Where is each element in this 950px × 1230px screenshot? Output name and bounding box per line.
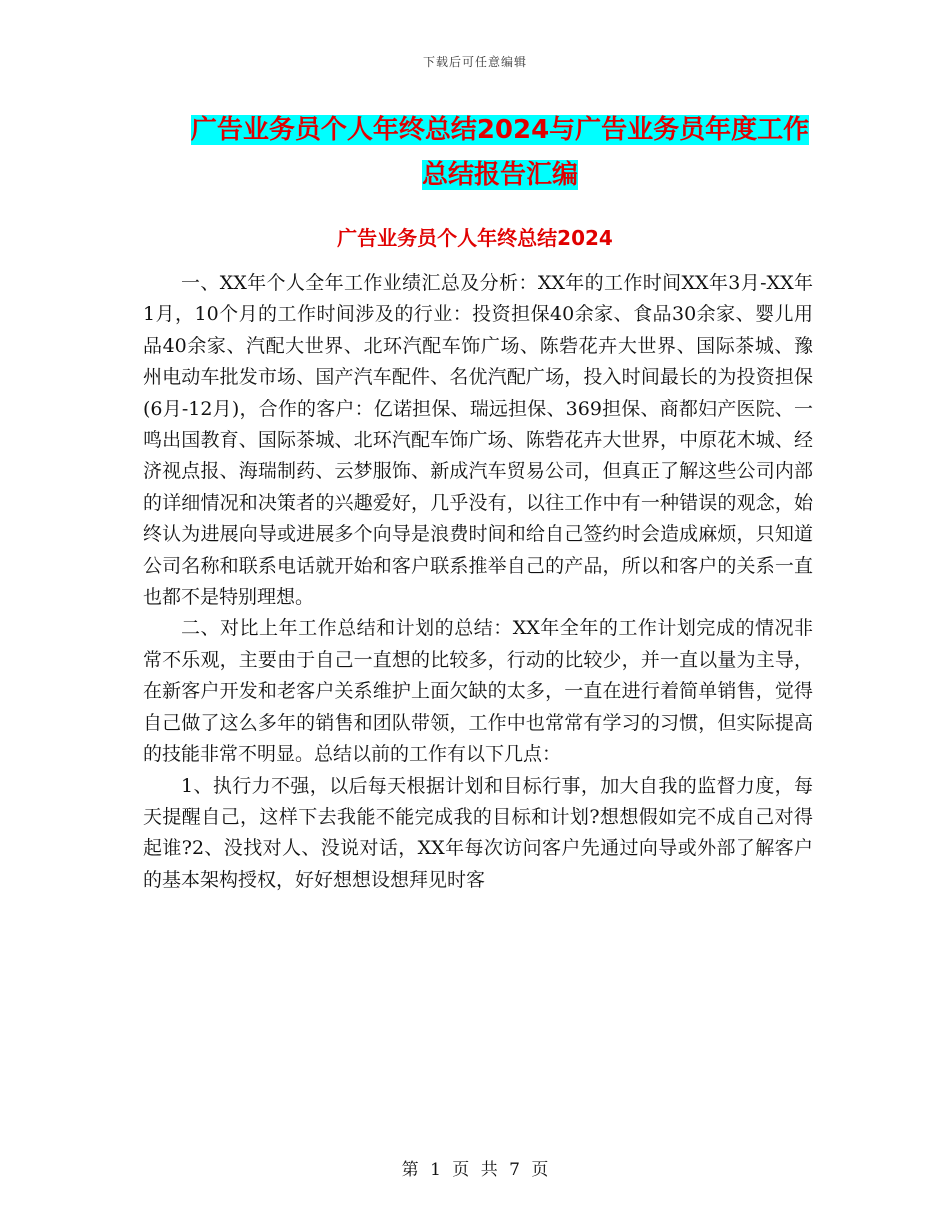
paragraph: 一、XX年个人全年工作业绩汇总及分析：XX年的工作时间XX年3月-XX年1月，10个月的工作时间涉及的行业：投资担保40余家、食品30余家、婴儿用品40余家、汽配大世界、北环汽配车饰广场、陈砦花卉大世界、国际茶城、豫州电动车批发市场、国产汽车配件、名优汽配广场，投入时间最长的为投资担保(6月-12月)，合作的客户：亿诺担保、瑞远担保、369担保、商都妇产医院、一鸣出国教育、国际茶城、北环汽配车饰广场、陈砦花卉大世界，中原花木城、经济视点报、海瑞制药、云梦服饰、新成汽车贸易公司，但真正了解这些公司内部的详细情况和决策者的兴趣爱好，几乎没有，以往工作中有一种错误的观念，始终认为进展向导或进展多个向导是浪费时间和给自己签约时会造成麻烦，只知道公司名称和联系电话就开始和客户联系推举自己的产品，所以和客户的关系一直也都不是特别理想。 — [143, 272, 813, 609]
document-title — [150, 108, 850, 198]
body-text — [143, 268, 813, 896]
section-title: 广告业务员个人年终总结2024 — [337, 226, 613, 250]
title-line-1: 广告业务员个人年终总结2024与广告业务员年度工作 — [190, 115, 810, 145]
header-note: 下载后可任意编辑 — [422, 55, 527, 69]
page-footer: 第 1 页 共 7 页 — [401, 1160, 549, 1180]
paragraph: 1、执行力不强，以后每天根据计划和目标行事，加大自我的监督力度，每天提醒自己，这样下去我能不能完成我的目标和计划?想想假如完不成自己对得起谁?2、没找对人、没说对话，XX年每次访问客户先通过向导或外部了解客户的基本架构授权，好好想想设想拜见时客 — [143, 774, 813, 891]
title-line-2: 总结报告汇编 — [421, 160, 578, 190]
paragraph: 二、对比上年工作总结和计划的总结：XX年全年的工作计划完成的情况非常不乐观，主要由于自己一直想的比较多，行动的比较少，并一直以量为主导，在新客户开发和老客户关系维护上面欠缺的太多，一直在进行着简单销售，觉得自己做了这么多年的销售和团队带领，工作中也常常有学习的习惯，但实际提高的技能非常不明显。总结以前的工作有以下几点： — [143, 617, 813, 766]
